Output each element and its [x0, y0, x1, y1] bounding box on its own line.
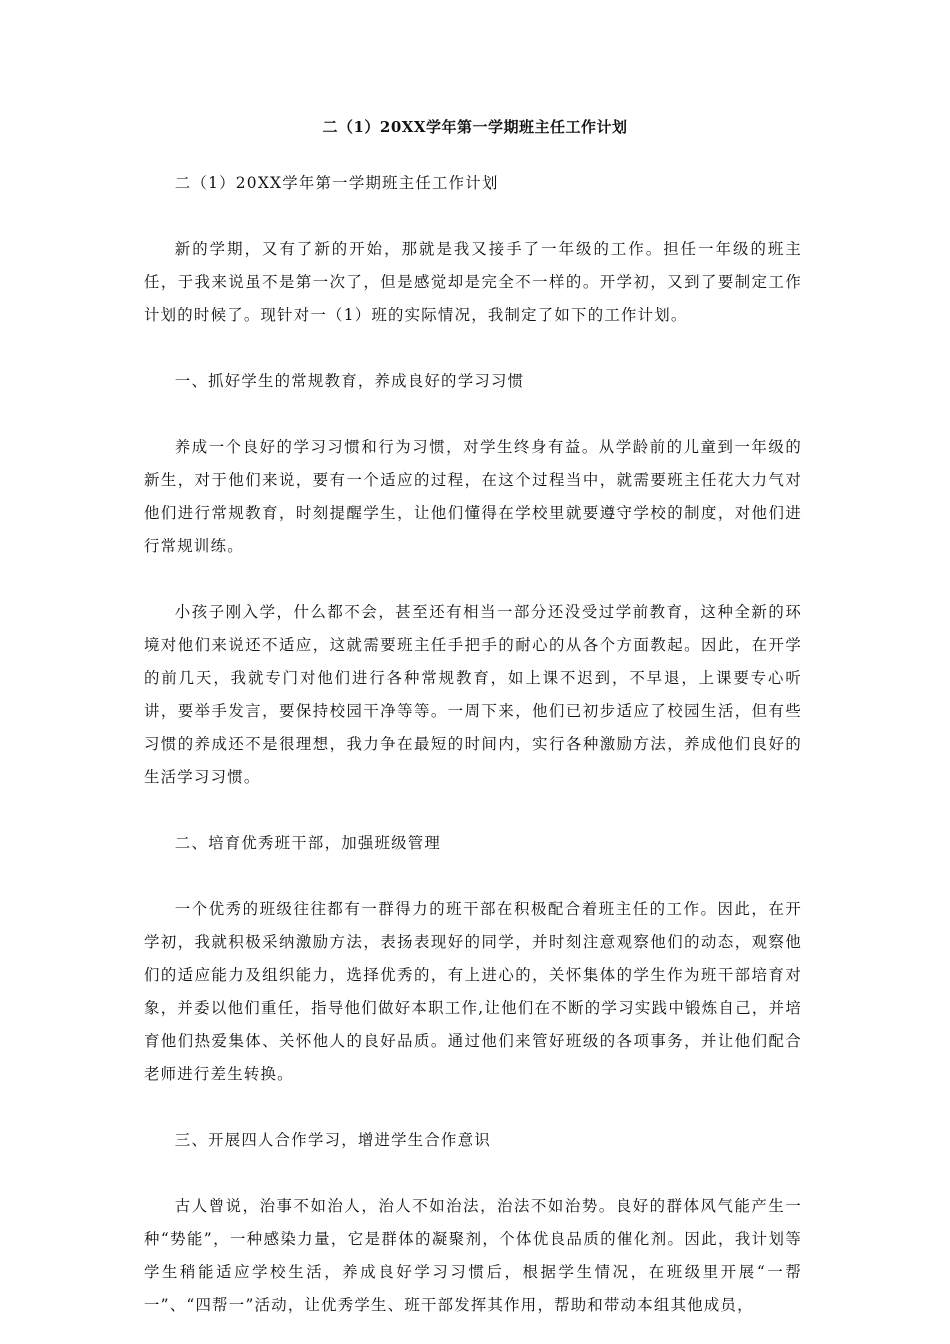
document-body — [144, 167, 802, 1322]
subtitle-paragraph: 二（1）20XX学年第一学期班主任工作计划 — [174, 174, 499, 192]
section-heading-2: 二、培育优秀班干部，加强班级管理 — [174, 834, 442, 852]
section-heading-3: 三、开展四人合作学习，增进学生合作意识 — [174, 1131, 491, 1149]
section-2-paragraph-1: 一个优秀的班级往往都有一群得力的班干部在积极配合着班主任的工作。因此，在开学初，我就积极采纳激励方法，表扬表现好的同学，并时刻注意观察他们的动态，观察他们的适应能力及组织能力，选择优秀的，有上进心的，关怀集体的学生作为班干部培育对象，并委以他们重任，指导他们做好本职工作,让他们在不断的学习实践中锻炼自己，并培育他们热爱集体、关怀他人的良好品质。通过他们来管好班级的各项事务，并让他们配合老师进行差生转换。 — [144, 900, 802, 1083]
document-title: 二（1）20XX学年第一学期班主任工作计划 — [322, 118, 628, 136]
section-1-paragraph-2: 小孩子刚入学，什么都不会，甚至还有相当一部分还没受过学前教育，这种全新的环境对他们来说还不适应，这就需要班主任手把手的耐心的从各个方面教起。因此，在开学的前几天，我就专门对他们进行各种常规教育，如上课不迟到，不早退，上课要专心听讲，要举手发言，要保持校园干净等等。一周下来，他们已初步适应了校园生活，但有些习惯的养成还不是很理想，我力争在最短的时间内，实行各种激励方法，养成他们良好的生活学习习惯。 — [144, 603, 802, 786]
section-heading-1: 一、抓好学生的常规教育，养成良好的学习习惯 — [174, 372, 525, 390]
section-1-paragraph-1: 养成一个良好的学习习惯和行为习惯，对学生终身有益。从学龄前的儿童到一年级的新生，对于他们来说，要有一个适应的过程，在这个过程当中，就需要班主任花大力气对他们进行常规教育，时刻提醒学生，让他们懂得在学校里就要遵守学校的制度，对他们进行常规训练。 — [144, 438, 802, 555]
section-3-paragraph-1: 古人曾说，治事不如治人，治人不如治法，治法不如治势。良好的群体风气能产生一种“势能”，一种感染力量，它是群体的凝聚剂，个体优良品质的催化剂。因此，我计划等学生稍能适应学校生活，养成良好学习习惯后，根据学生情况，在班级里开展“一帮一”、“四帮一”活动，让优秀学生、班干部发挥其作用，帮助和带动本组其他成员， — [144, 1197, 802, 1314]
intro-paragraph: 新的学期，又有了新的开始，那就是我又接手了一年级的工作。担任一年级的班主任，于我来说虽不是第一次了，但是感觉却是完全不一样的。开学初，又到了要制定工作计划的时候了。现针对一（1）班的实际情况，我制定了如下的工作计划。 — [144, 240, 802, 324]
